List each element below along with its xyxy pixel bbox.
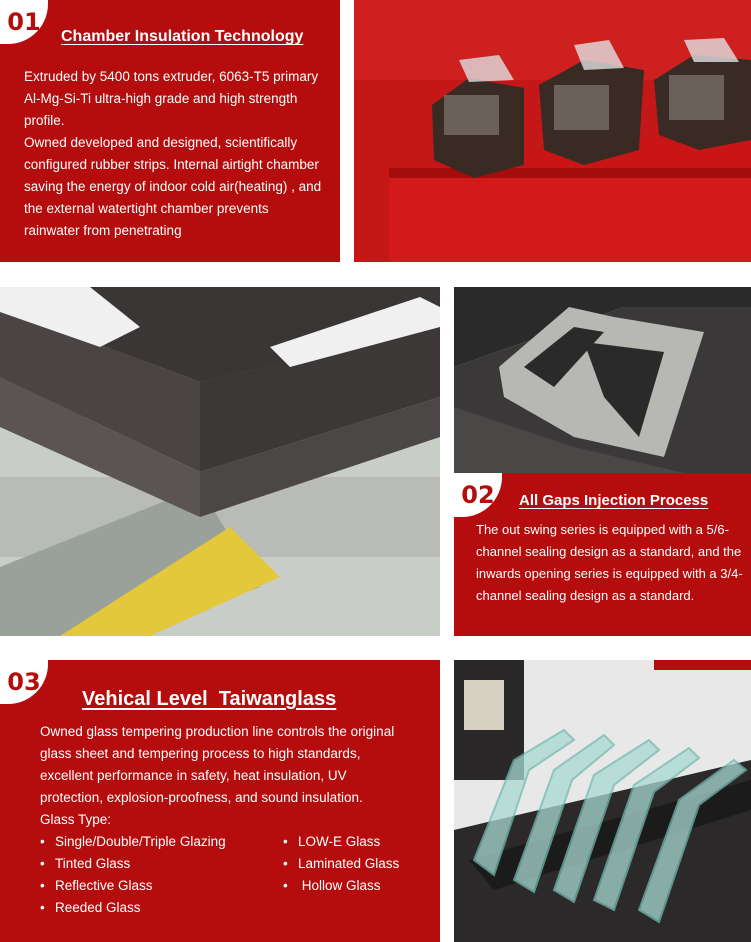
section-number: 03 <box>7 668 41 696</box>
section-title: Vehical Level Taiwanglass <box>82 688 337 710</box>
section-title: Chamber Insulation Technology <box>61 28 304 45</box>
section-number-badge <box>0 0 48 44</box>
list-item: • Single/Double/Triple Glazing <box>40 831 226 853</box>
list-item: • LOW-E Glass <box>283 831 399 853</box>
list-item: • Tinted Glass <box>40 853 226 875</box>
list-item: • Hollow Glass <box>283 875 399 897</box>
section-text: Owned glass tempering production line controls the original glass sheet and tempering process to high standards, excellent performance in safety, heat insulation, UV protection, explosion-proofness, and sound insulation. <box>40 724 395 805</box>
profile-display-image <box>354 0 751 262</box>
section-text <box>24 66 324 242</box>
window-frame-image <box>0 287 440 636</box>
corner-joint-image <box>454 287 751 473</box>
section-3-panel <box>0 660 440 942</box>
section-number-badge <box>0 660 48 704</box>
paragraph: Extruded by 5400 tons extruder, 6063-T5 primary Al-Mg-Si-Ti ultra-high grade and high strength profile. <box>24 69 319 128</box>
section-2-panel <box>454 473 751 636</box>
glass-type-label: Glass Type: <box>40 812 112 827</box>
section-number-badge <box>454 473 502 517</box>
profile-display-photo <box>354 0 751 262</box>
window-frame-photo <box>0 287 440 636</box>
section-title: All Gaps Injection Process <box>519 492 709 509</box>
section-text: The out swing series is equipped with a 5/6-channel sealing design as a standard, and the inwards opening series is equipped with a 3/4-channel sealing design as a standard. <box>476 522 743 603</box>
section-number: 01 <box>7 8 41 36</box>
glass-samples-photo <box>454 660 751 942</box>
list-item: • Reeded Glass <box>40 897 226 919</box>
paragraph: Owned developed and designed, scientifically configured rubber strips. Internal airtight chamber saving the energy of indoor cold air(heating) , and the external watertight chamber prevents rainwater from penetrating <box>24 135 322 238</box>
glass-samples-image <box>454 660 751 942</box>
glass-type-list-right <box>283 831 399 897</box>
section-number: 02 <box>461 481 495 509</box>
list-item: • Laminated Glass <box>283 853 399 875</box>
list-item: • Reflective Glass <box>40 875 226 897</box>
section-1-panel <box>0 0 340 262</box>
corner-joint-photo <box>454 287 751 473</box>
glass-type-list-left <box>40 831 226 919</box>
